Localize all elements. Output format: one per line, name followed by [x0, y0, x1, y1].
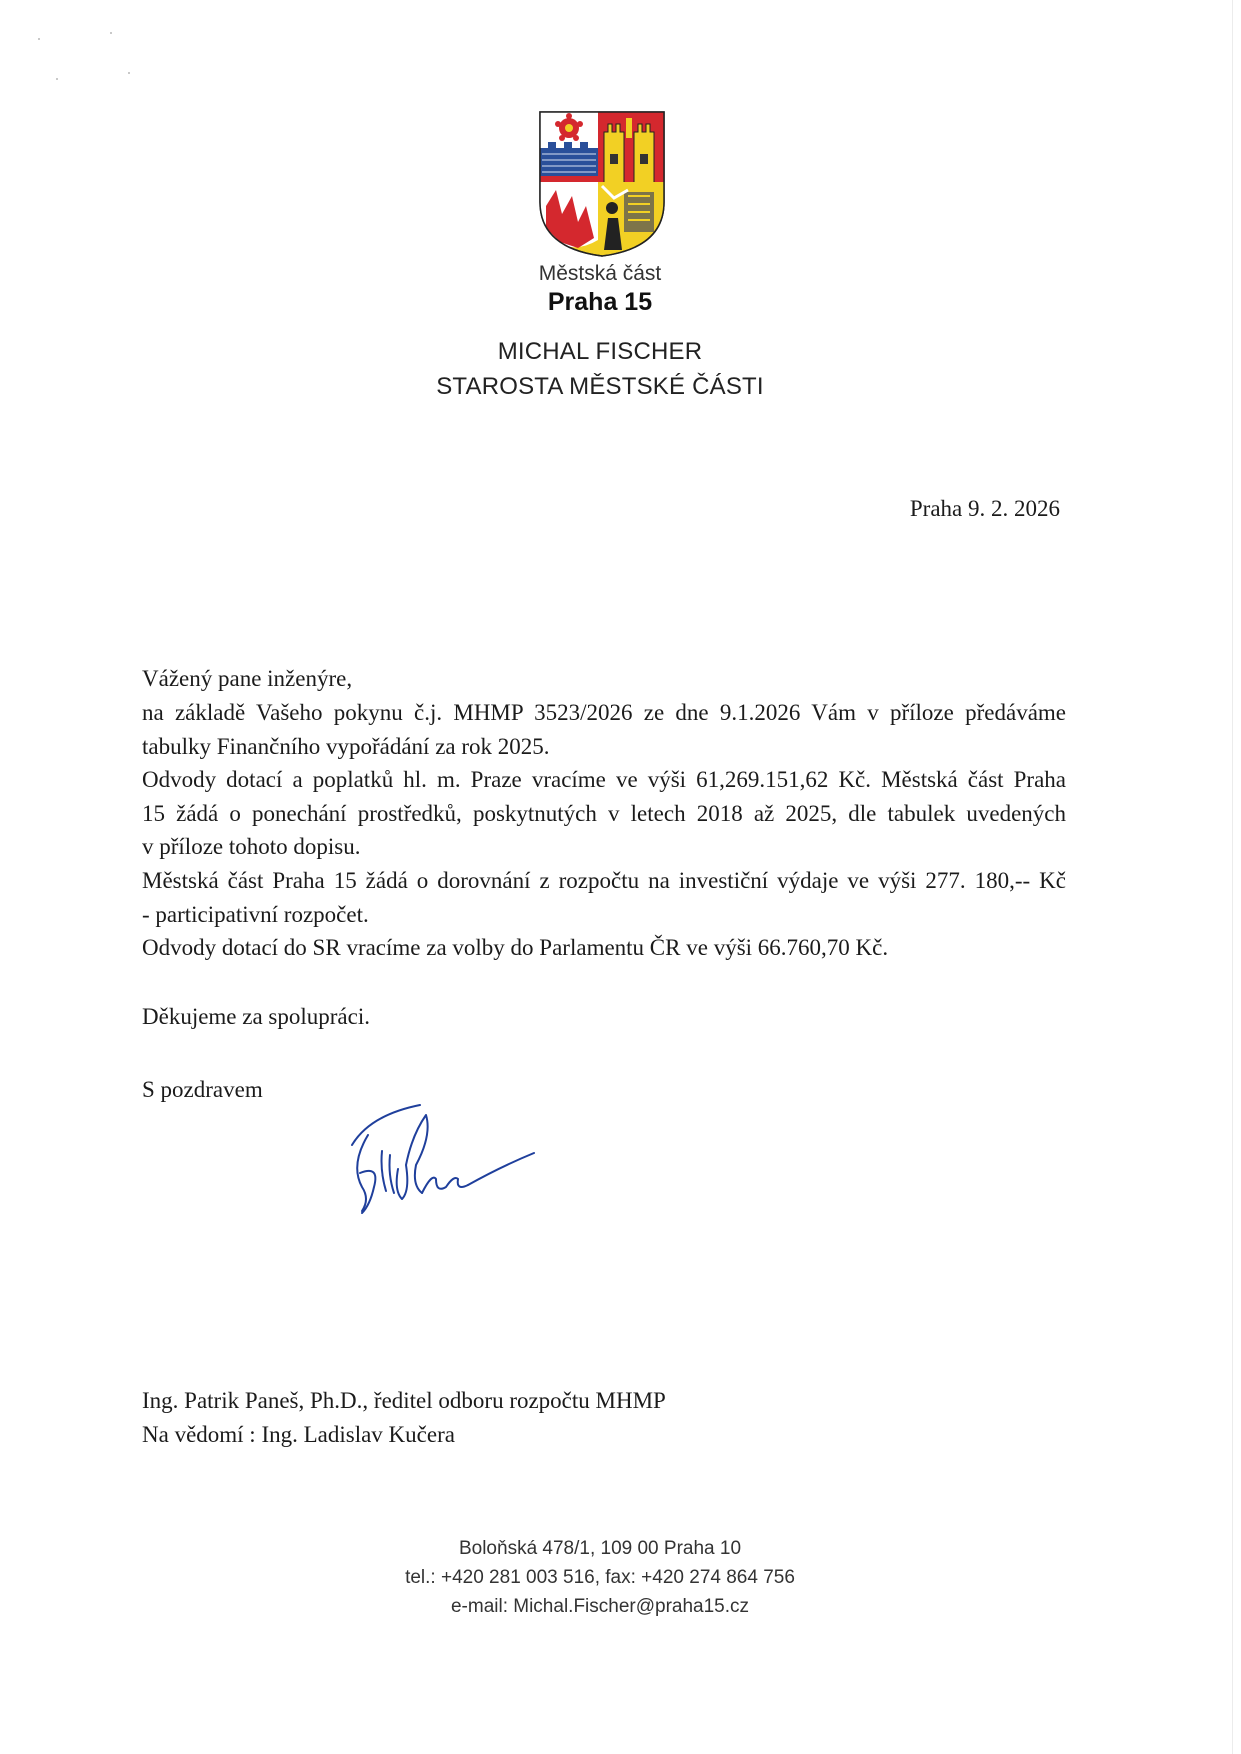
letter-date: Praha 9. 2. 2026: [909, 496, 1060, 521]
body-line: v příloze tohoto dopisu.: [142, 834, 361, 860]
footer-phone: tel.: +420 281 003 516, fax: +420 274 864 756: [405, 1567, 795, 1588]
body-line: 15 žádá o ponechání prostředků, poskytnutých v letech 2018 až 2025, dle tabulek uvedených: [142, 800, 1066, 826]
letter-body: [142, 696, 1066, 965]
recipients-block: [142, 1384, 666, 1452]
body-line: Odvody dotací do SR vracíme za volby do Parlamentu ČR ve výši 66.760,70 Kč.: [142, 935, 889, 961]
body-line: na základě Vašeho pokynu č.j. MHMP 3523/2026 ze dne 9.1.2026 Vám v příloze předáváme: [142, 700, 1066, 725]
body-line: tabulky Finančního vypořádání za rok 2025.: [142, 733, 550, 759]
letter-thanks: Děkujeme za spolupráci.: [142, 1004, 370, 1029]
scan-edge: [1232, 0, 1233, 1754]
letter-closing: S pozdravem: [142, 1077, 263, 1102]
recipient-line: Na vědomí : Ing. Ladislav Kučera: [142, 1422, 455, 1447]
organization-district: Praha 15: [547, 288, 653, 316]
scan-speck: [110, 32, 112, 34]
organization-name: Městská část: [538, 262, 662, 285]
recipient-line: Ing. Patrik Paneš, Ph.D., ředitel odboru rozpočtu MHMP: [142, 1388, 666, 1413]
letter-footer: [300, 1534, 900, 1621]
scan-speck: [38, 38, 40, 40]
coat-of-arms-icon: [538, 110, 666, 258]
sender-title: STAROSTA MĚSTSKÉ ČÁSTI: [436, 373, 764, 400]
body-line: - participativní rozpočet.: [142, 901, 369, 927]
footer-address: Boloňská 478/1, 109 00 Praha 10: [458, 1538, 742, 1559]
sender-name: MICHAL FISCHER: [497, 338, 703, 365]
body-line: Městská část Praha 15 žádá o dorovnání z rozpočtu na investiční výdaje ve výši 277. 180,-- Kč: [142, 867, 1066, 893]
footer-email: e-mail: Michal.Fischer@praha15.cz: [450, 1596, 750, 1617]
scan-speck: [128, 72, 130, 74]
scan-speck: [56, 78, 58, 80]
signature-icon: [340, 1095, 540, 1225]
body-line: Odvody dotací a poplatků hl. m. Praze vracíme ve výši 61,269.151,62 Kč. Městská část Praha: [142, 767, 1066, 793]
letter-greeting: Vážený pane inženýre,: [142, 666, 353, 691]
